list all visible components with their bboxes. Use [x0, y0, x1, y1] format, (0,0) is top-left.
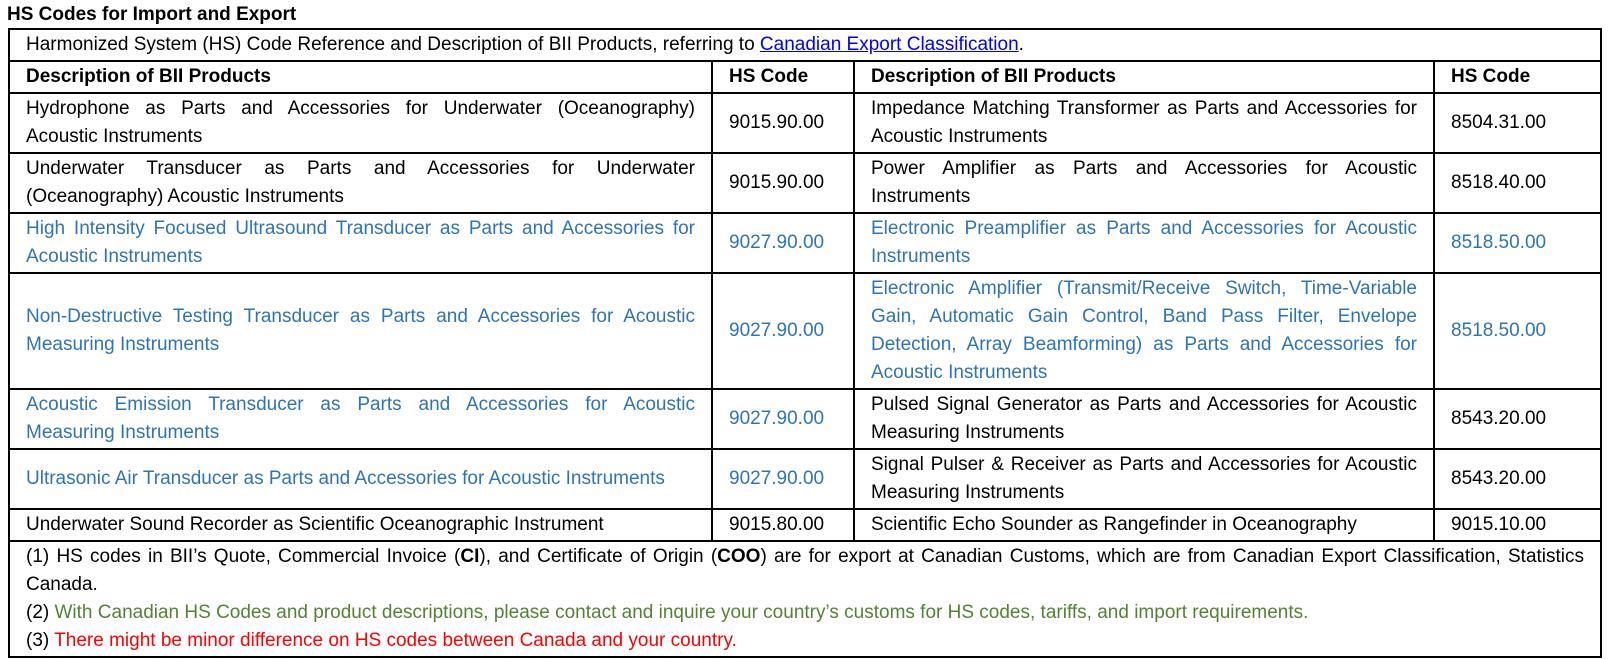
note-2 [26, 599, 1584, 627]
hs-code: 8518.50.00 [1434, 213, 1601, 273]
hs-code: 8543.20.00 [1434, 389, 1601, 449]
hs-code: 9015.80.00 [712, 509, 854, 541]
product-description: Signal Pulser & Receiver as Parts and Accessories for Acoustic Measuring Instruments [854, 449, 1434, 509]
hs-code: 8543.20.00 [1434, 449, 1601, 509]
product-description: Electronic Amplifier (Transmit/Receive Switch, Time-Variable Gain, Automatic Gain Control, Band Pass Filter, Envelope Detection, Array Beamforming) as Parts and Accessories for Acoustic Instruments [854, 273, 1434, 389]
hs-code: 9015.90.00 [712, 93, 854, 153]
product-description: Underwater Transducer as Parts and Accessories for Underwater (Oceanography) Acoustic Instruments [9, 153, 712, 213]
table-row [9, 509, 1601, 541]
notes-row [9, 541, 1601, 657]
note-3-text: There might be minor difference on HS codes between Canada and your country. [54, 630, 737, 651]
product-description: Acoustic Emission Transducer as Parts and Accessories for Acoustic Measuring Instruments [9, 389, 712, 449]
intro-text: Harmonized System (HS) Code Reference and Description of BII Products, referring to [26, 34, 760, 55]
note-1 [26, 543, 1584, 599]
hs-code: 8518.50.00 [1434, 273, 1601, 389]
intro-text-end: . [1018, 34, 1024, 55]
hs-code: 9027.90.00 [712, 213, 854, 273]
hs-code: 9027.90.00 [712, 449, 854, 509]
product-description: High Intensity Focused Ultrasound Transducer as Parts and Accessories for Acoustic Instruments [9, 213, 712, 273]
product-description: Pulsed Signal Generator as Parts and Accessories for Acoustic Measuring Instruments [854, 389, 1434, 449]
table-row [9, 449, 1601, 509]
table-row [9, 389, 1601, 449]
page-title: HS Codes for Import and Export [7, 4, 297, 25]
note-1-ci: CI [460, 546, 480, 567]
intro-cell [9, 29, 1601, 61]
header-desc-left: Description of BII Products [9, 61, 712, 93]
product-description: Ultrasonic Air Transducer as Parts and Accessories for Acoustic Instruments [9, 449, 712, 509]
product-description: Underwater Sound Recorder as Scientific Oceanographic Instrument [9, 509, 712, 541]
hs-code: 9015.90.00 [712, 153, 854, 213]
canadian-export-classification-link[interactable]: Canadian Export Classification [759, 34, 1019, 55]
hs-code: 8504.31.00 [1434, 93, 1601, 153]
note-3 [26, 627, 1584, 655]
table-row [9, 213, 1601, 273]
note-2-prefix: (2) [26, 602, 55, 623]
note-3-prefix: (3) [26, 630, 55, 651]
note-1-coo: COO [717, 546, 761, 567]
hs-code: 9027.90.00 [712, 273, 854, 389]
notes-cell [9, 541, 1601, 657]
hs-code: 8518.40.00 [1434, 153, 1601, 213]
note-1-text-3: ) are for export at Canadian Customs, which are from Canadian Export Classification, Statistics Canada. [26, 546, 1585, 595]
header-row [9, 61, 1601, 93]
table-row [9, 273, 1601, 389]
header-desc-right: Description of BII Products [854, 61, 1434, 93]
hs-code: 9015.10.00 [1434, 509, 1601, 541]
hs-code-table [8, 28, 1602, 658]
product-description: Impedance Matching Transformer as Parts and Accessories for Acoustic Instruments [854, 93, 1434, 153]
product-description: Hydrophone as Parts and Accessories for Underwater (Oceanography) Acoustic Instruments [9, 93, 712, 153]
product-description: Power Amplifier as Parts and Accessories for Acoustic Instruments [854, 153, 1434, 213]
product-description: Scientific Echo Sounder as Rangefinder in Oceanography [854, 509, 1434, 541]
header-code-right: HS Code [1434, 61, 1601, 93]
product-description: Non-Destructive Testing Transducer as Parts and Accessories for Acoustic Measuring Instruments [9, 273, 712, 389]
header-code-left: HS Code [712, 61, 854, 93]
note-1-text-2: ), and Certificate of Origin ( [479, 546, 718, 567]
hs-code: 9027.90.00 [712, 389, 854, 449]
intro-row [9, 29, 1601, 61]
note-2-text: With Canadian HS Codes and product descriptions, please contact and inquire your country’s customs for HS codes, tariffs, and import requirements. [54, 602, 1309, 623]
note-1-text: (1) HS codes in BII’s Quote, Commercial Invoice ( [26, 546, 461, 567]
table-row [9, 93, 1601, 153]
product-description: Electronic Preamplifier as Parts and Accessories for Acoustic Instruments [854, 213, 1434, 273]
table-row [9, 153, 1601, 213]
